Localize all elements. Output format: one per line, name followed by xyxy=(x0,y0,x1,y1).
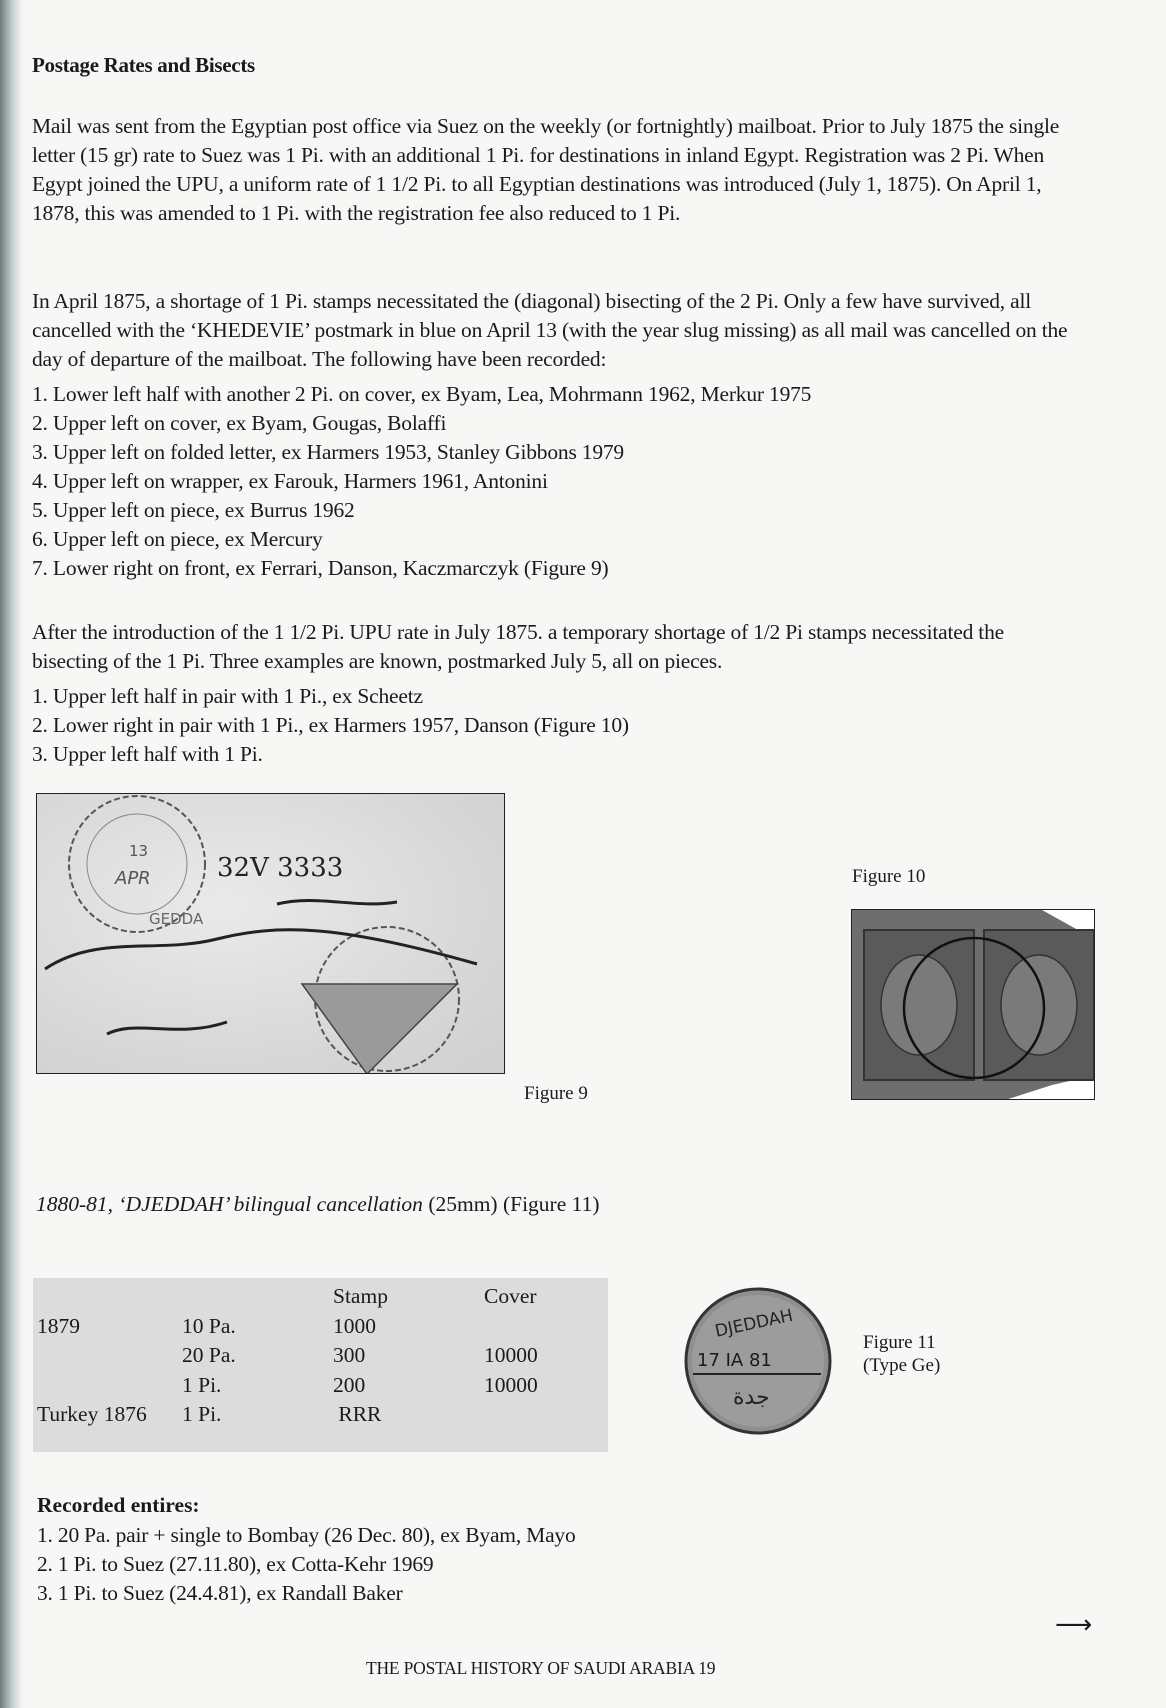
cancellation-heading-italic: 1880-81, ‘DJEDDAH’ bilingual cancellation xyxy=(36,1192,423,1216)
paragraph-1pi-bisects: After the introduction of the 1 1/2 Pi. UPU rate in July 1875. a temporary shortage of 1/2 Pi stamps necessitated the bisecting of the 1 Pi. Three examples are known, postmarked July 5, all on pieces. xyxy=(32,620,1004,673)
recorded-entires-heading: Recorded entires: xyxy=(37,1493,200,1517)
figure-11-label: Figure 11 xyxy=(863,1332,936,1353)
list-item: 3. Upper left half with 1 Pi. xyxy=(32,742,263,766)
table-cell: 1 Pi. xyxy=(182,1372,222,1397)
list-item: 1. 20 Pa. pair + single to Bombay (26 Dec. 80), ex Byam, Mayo xyxy=(37,1523,576,1547)
table-header-cover: Cover xyxy=(484,1284,537,1308)
table-row xyxy=(33,1312,538,1342)
figure-11-caption xyxy=(863,1331,940,1377)
svg-text:17 IA 81: 17 IA 81 xyxy=(697,1350,772,1371)
table-row xyxy=(33,1341,538,1371)
table-cell xyxy=(33,1341,182,1371)
cancellation-rate-table xyxy=(33,1282,538,1430)
list-item: 1. Upper left half in pair with 1 Pi., ex Scheetz xyxy=(32,684,423,708)
list-item: 2. Lower right in pair with 1 Pi., ex Harmers 1957, Danson (Figure 10) xyxy=(32,713,629,737)
table-row xyxy=(33,1371,538,1401)
table-header-row xyxy=(33,1282,538,1312)
table-cell: RRR xyxy=(333,1402,382,1426)
cancellation-rate-table-box xyxy=(33,1278,608,1452)
table-cell: 1 Pi. xyxy=(182,1402,222,1426)
list-item: 3. Upper left on folded letter, ex Harmers 1953, Stanley Gibbons 1979 xyxy=(32,440,624,464)
table-cell xyxy=(484,1312,538,1342)
paragraph-2pi-bisects: In April 1875, a shortage of 1 Pi. stamps necessitated the (diagonal) bisecting of the 2 Pi. Only a few have survived, all cancelled with the ‘KHEDEVIE’ postmark in blue on April 13 (with the year slug missing) as all mail was cancelled on the day of departure of the mailboat. The following have been recorded: xyxy=(32,289,1068,371)
list-item: 6. Upper left on piece, ex Mercury xyxy=(32,527,323,551)
figure-10-caption: Figure 10 xyxy=(852,866,926,887)
list-item: 5. Upper left on piece, ex Burrus 1962 xyxy=(32,498,355,522)
svg-text:DJEDDAH: DJEDDAH xyxy=(713,1305,795,1342)
table-cell: 10000 xyxy=(484,1372,538,1397)
list-item: 3. 1 Pi. to Suez (24.4.81), ex Randall Baker xyxy=(37,1581,403,1605)
table-cell: 1879 xyxy=(37,1313,80,1338)
table-cell: 300 xyxy=(333,1343,366,1367)
cancellation-heading xyxy=(36,1192,599,1217)
cancellation-heading-rest: (25mm) (Figure 11) xyxy=(422,1192,600,1216)
svg-text:32V 3333: 32V 3333 xyxy=(217,853,344,883)
svg-text:GEDDA: GEDDA xyxy=(149,910,204,928)
svg-text:جدة: جدة xyxy=(733,1385,770,1410)
table-cell: Turkey 1876 xyxy=(37,1402,147,1426)
table-header-stamp: Stamp xyxy=(333,1284,388,1308)
table-cell xyxy=(33,1371,182,1401)
recorded-2pi-bisects-list xyxy=(32,380,811,583)
table-cell: 10000 xyxy=(484,1343,538,1367)
list-item: 2. 1 Pi. to Suez (27.11.80), ex Cotta-Kehr 1969 xyxy=(37,1552,434,1576)
table-header xyxy=(182,1282,333,1312)
page-binding-shadow xyxy=(0,0,24,1708)
table-cell: 1000 xyxy=(333,1313,376,1338)
recorded-entires-list xyxy=(37,1521,576,1608)
table-cell: 10 Pa. xyxy=(182,1313,236,1338)
continue-arrow-icon: ⟶ xyxy=(1055,1610,1093,1640)
figure-9-caption: Figure 9 xyxy=(524,1083,588,1104)
table-cell xyxy=(484,1400,538,1430)
list-item: 2. Upper left on cover, ex Byam, Gougas, Bolaffi xyxy=(32,411,447,435)
page-footer: THE POSTAL HISTORY OF SAUDI ARABIA 19 xyxy=(366,1658,716,1678)
svg-text:APR: APR xyxy=(115,868,151,889)
table-row xyxy=(33,1400,538,1430)
recorded-1pi-bisects-list xyxy=(32,682,629,769)
paragraph-postage-rates: Mail was sent from the Egyptian post office via Suez on the weekly (or fortnightly) mailboat. Prior to July 1875 the single letter (15 gr) rate to Suez was 1 Pi. with an additional 1 Pi. for destinations in inland Egypt. Registration was 2 Pi. When Egypt joined the UPU, a uniform rate of 1 1/2 Pi. to all Egyptian destinations was introduced (July 1, 1875). On April 1, 1878, this was amended to 1 Pi. with the registration fee also reduced to 1 Pi. xyxy=(32,114,1060,225)
list-item: 1. Lower left half with another 2 Pi. on cover, ex Byam, Lea, Mohrmann 1962, Merkur 1975 xyxy=(32,382,812,406)
table-header xyxy=(33,1282,182,1312)
list-item: 7. Lower right on front, ex Ferrari, Danson, Kaczmarczyk (Figure 9) xyxy=(32,556,609,580)
figure-10-stamp-pair-image xyxy=(851,909,1095,1100)
figure-11-postmark-image xyxy=(683,1286,833,1436)
svg-text:13: 13 xyxy=(129,842,149,860)
figure-9-cover-image xyxy=(36,793,505,1074)
section-title: Postage Rates and Bisects xyxy=(32,53,255,77)
table-cell: 200 xyxy=(333,1372,366,1397)
figure-11-type: (Type Ge) xyxy=(863,1355,941,1376)
list-item: 4. Upper left on wrapper, ex Farouk, Harmers 1961, Antonini xyxy=(32,469,548,493)
table-cell: 20 Pa. xyxy=(182,1343,236,1367)
